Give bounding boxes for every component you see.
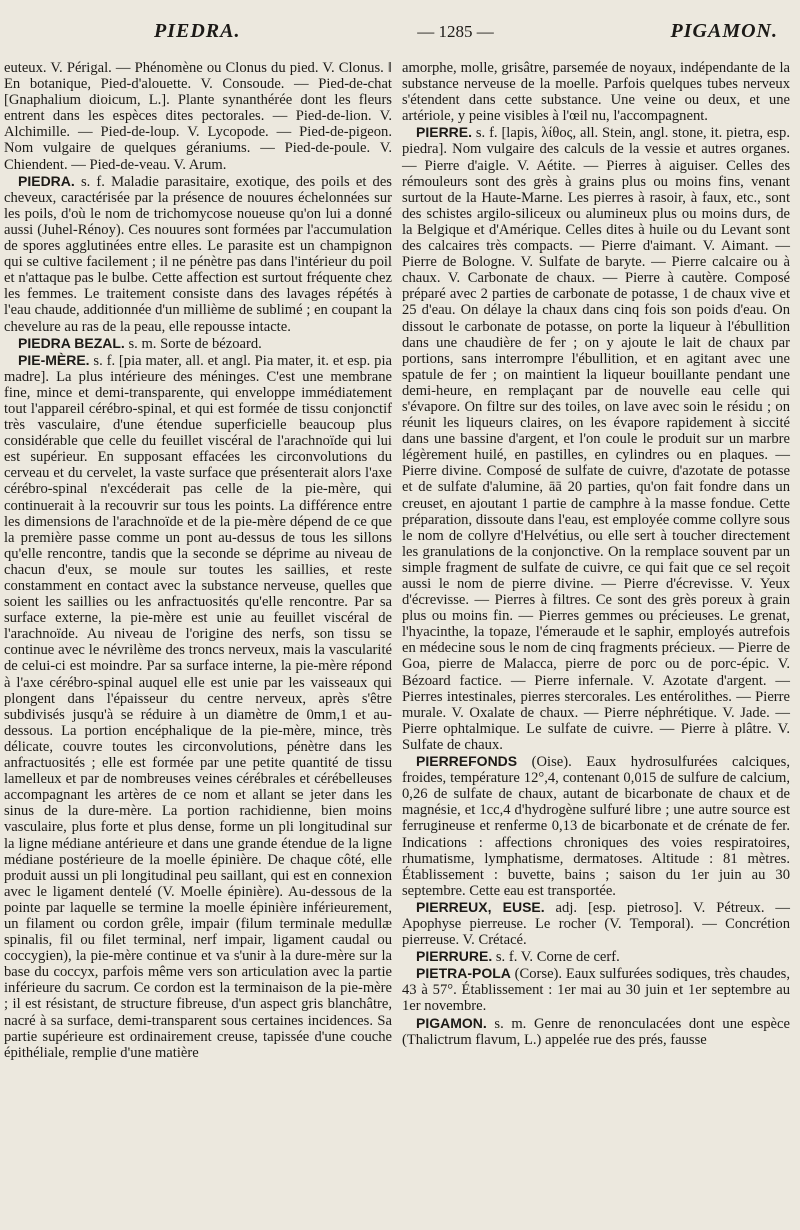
headword: PIEDRA BEZAL. <box>18 334 125 351</box>
entry-pigamon: PIGAMON. s. m. Genre de renonculacées dont une espèce (Thalictrum flavum, L.) appelée rue des prés, fausse <box>402 1014 790 1048</box>
page-number: — 1285 — <box>417 22 494 41</box>
headword: PIERRURE. <box>416 948 493 965</box>
entry-pierrure: PIERRURE. s. f. V. Corne de cerf. <box>416 948 620 966</box>
entry-pietra-pola: PIETRA-POLA (Corse). Eaux sulfurées sodiques, très chaudes, 43 à 57°. Établissement : 1er mai au 30 juin et 1er septembre au 1er novembre. <box>402 965 790 1015</box>
headword: PIETRA-POLA <box>416 965 511 982</box>
headword: PIGAMON. <box>416 1014 487 1031</box>
headword: PIERRE. <box>416 124 473 141</box>
header-left-word: PIEDRA. <box>154 20 241 42</box>
page-header <box>4 20 792 60</box>
entry-pie-mere: PIE-MÈRE. s. f. [pia mater, all. et angl. Pia mater, it. et esp. pia madre]. La plus intérieure des méninges. C'est une membrane fine, mince et demi-transparente, qui enveloppe immédiatement tout l'appareil cérébro-spinal, et qui est formée de tissu conjonctif très vasculaire, d'une étendue superficielle beaucoup plus considérable que celle du feuillet viscéral de l'arachnoïde qui lui est supérieur. En supposant effacées les circonvolutions du cerveau et du cervelet, la vaste surface que présenterait alors l'axe cérébro-spinal n'excéderait pas celle de la pie-mère, qui continuerait à la recouvrir sur tous les points. La différence entre les dimensions de l'arachnoïde et de la pie-mère dépend de ce que la première passe comme un pont au-dessus de tous les sillons qu'elle rencontre, tandis que la seconde se déprime au niveau de chacun d'eux, se moule sur toutes les saillies, et reste constamment en contact avec la substance nerveuse, quelles que soient les saillies ou les anfractuosités qu'elle rencontre. Par sa surface externe, la pie-mère est unie au feuillet viscéral de l'arachnoïde. Au niveau de l'origine des nerfs, son tissu se continue avec le névrilème des troncs nerveux, mais la vascularité de celui-ci est moindre. Par sa surface interne, la pie-mère répond à l'axe cérébro-spinal auquel elle est unie par les vaisseaux qui plongent dans l'épaisseur du centre nerveux, après s'être subdivisés jusqu'à se réduire à un diamètre de 0mm,1 et au-dessous. La portion encéphalique de la pie-mère, mince, très délicate, couvre toutes les circonvolutions, pénètre dans les anfractuosités ; elle est formée par une petite quantité de tissu lamelleux et par de nombreuses veines cérébrales et cérébelleuses accompagnant les artères de ce nom et allant se jeter dans les sinus de la dure-mère. La portion rachidienne, bien moins vasculaire, plus forte et plus dense, forme un pli longitudinal sur la ligne médiane antérieure et dans une grande étendue de la ligne médiane postérieure de la moelle épinière. De chaque côté, elle produit aussi un pli longitudinal peu saillant, qui est en connexion avec le ligament dentelé (V. Moelle épinière). Au-dessous de la pointe par laquelle se termine la moelle épinière inférieurement, un filament ou cordon grêle, impair (filum terminale medullæ spinalis, fil ou filet terminal, nerf impair, ligament caudal ou coccygien), la pie-mère continue et va s'unir à la dure-mère sur la base du coccyx, parfois même vers son articulation avec la partie inférieure du sacrum. Ce cordon est la terminaison de la pie-mère ; il est résistant, de structure fibreuse, d'un aspect gris blanchâtre, nacré à sa surface, demi-transparent sous certaines incidences. Sa partie supérieure est ordinairement creuse, tapissée d'une couche épithéliale, remplie d'une matière <box>4 351 392 1061</box>
headword: PIERREFONDS <box>416 753 518 770</box>
entry-pierrefonds: PIERREFONDS (Oise). Eaux hydrosulfurées calciques, froides, température 12°,4, contenant 0,015 de sulfure de calcium, 0,26 de sulfate de chaux, autant de bicarbonate de chaux et de magnésie, et 1cc,4 d'hydrogène sulfuré libre ; une autre source est ferrugineuse et renferme 0,13 de bicarbonate et de crénate de fer. Indications : affections chroniques des voies respiratoires, rhumatisme, lymphatisme, dermatoses. Altitude : 81 mètres. Établissement : buvette, bains ; saison du 1er juin au 30 septembre. Cette eau est transportée. <box>402 753 790 899</box>
entry-continued: amorphe, molle, grisâtre, parsemée de noyaux, indépendante de la substance nerveuse de la moelle. Parfois quelques tubes nerveux s'étendent dans cette substance. Une veine ou deux, et une artériole, y peine visibles à l'œil nu, l'accompagnent. <box>402 60 790 125</box>
headword: PIE-MÈRE. <box>18 351 90 368</box>
headword: PIERREUX, EUSE. <box>416 898 545 915</box>
right-column <box>402 60 790 1061</box>
entry-piedra: PIEDRA. s. f. Maladie parasitaire, exotique, des poils et des cheveux, caractérisée par la présence de nouures échelonnées sur les poils, d'où le nom de trichomycose noueuse qu'on lui a donné aussi (Juhel-Rénoy). Ces nouures sont formées par l'accumulation de spores agglutinées entre elles. Le parasite est un champignon qui se cultive facilement ; il ne pénètre pas dans l'intérieur du poil et n'attaque pas le bulbe. Cette affection est surtout fréquente chez les femmes. Le traitement consiste dans des lavages répétés à l'eau chaude, additionnée d'un millième de sublimé ; en coupant la chevelure au ras de la peau, elle repousse intacte. <box>4 172 392 335</box>
entry-continued: euteux. V. Périgal. — Phénomène ou Clonus du pied. V. Clonus. ‖ En botanique, Pied-d'alouette. V. Consoude. — Pied-de-chat [Gnaphalium dioicum, L.]. Plante synanthérée dont les fleurs entrent dans les espèces dites pectorales. — Pied-de-lion. V. Alchimille. — Pied-de-loup. V. Lycopode. — Pied-de-pigeon. Nom vulgaire de quelques géraniums. — Pied-de-poule. V. Chiendent. — Pied-de-veau. V. Arum. <box>4 60 392 173</box>
entry-pierreux: PIERREUX, EUSE. adj. [esp. pietroso]. V. Pétreux. — Apophyse pierreuse. Le rocher (V. Temporal). — Concrétion pierreuse. V. Crétacé. <box>402 898 790 949</box>
entry-pierre: PIERRE. s. f. [lapis, λίθος, all. Stein, angl. stone, it. pietra, esp. piedra]. Nom vulgaire des calculs de la vessie et autres organes. — Pierre d'aigle. V. Aétite. — Pierres à aiguiser. Celles des rémouleurs sont des grès à grains plus ou moins fins, venant surtout de la Haute-Marne. Les pierres à rasoir, à faux, etc., sont des schistes argilo-siliceux ou alumineux plus ou moins durs, de la Belgique et d'Amérique. Celles dites à huile ou du Levant sont des calcaires très compacts. — Pierre d'aimant. V. Aimant. — Pierre de Bologne. V. Sulfate de baryte. — Pierre calcaire ou à chaux. V. Carbonate de chaux. — Pierre à cautère. Composé préparé avec 2 parties de carbonate de potasse, 1 de chaux vive et 25 d'eau. On délaye la chaux dans cinq fois son poids d'eau. On dissout le carbonate de potasse, on porte la liqueur à l'ébullition dans une chaudière de fer ; on y ajoute le lait de chaux par portions, sans interrompre l'ébullition, et en agitant avec une spatule de fer ; on maintient la liqueur bouillante pendant une demi-heure, en remplaçant par de nouvelle eau celle qui s'évapore. On filtre sur des toiles, on lave avec soin le résidu ; on réunit les liqueurs claires, on les évapore rapidement à siccité dans une bassine d'argent, et l'on coule le produit sur un marbre légèrement huilé, en pastilles, en cylindres ou en plaques. — Pierre divine. Composé de sulfate de cuivre, d'azotate de potasse et de sulfate d'alumine, āā 20 parties, qu'on fait fondre dans un creuset, en ajoutant 1 partie de camphre à la masse fondue. Cette préparation, dissoute dans l'eau, est employée comme collyre sous le nom de collyre d'Helvétius, ou elle sert à toucher directement les granulations de la conjonctive. On la remplace souvent par un simple fragment de sulfate de cuivre, ce qui fait que ce sel reçoit aussi le nom de pierre divine. — Pierre d'écrevisse. V. Yeux d'écrevisse. — Pierres à filtres. Ce sont des grès poreux à grain plus ou moins fin. — Pierres gemmes ou précieuses. Le grenat, l'hyacinthe, la topaze, l'émeraude et le saphir, employés autrefois en médecine sous le nom de cinq fragments précieux. — Pierre de Goa, pierre de Malacca, pierre de porc ou de porc-épic. V. Bézoard factice. — Pierre infernale. V. Azotate d'argent. — Pierres intestinales, pierres stercorales. Les entérolithes. — Pierre murale. V. Oxalate de chaux. — Pierre néphrétique. V. Jade. — Pierre ophtalmique. Le sulfate de cuivre. — Pierre à plâtre. V. Sulfate de chaux. <box>402 124 790 753</box>
text-columns <box>4 60 792 1061</box>
entry-piedra-bezal: PIEDRA BEZAL. s. m. Sorte de bézoard. <box>18 334 262 352</box>
left-column <box>4 60 392 1061</box>
headword: PIEDRA. <box>18 172 75 189</box>
header-right-word: PIGAMON. <box>670 20 778 42</box>
